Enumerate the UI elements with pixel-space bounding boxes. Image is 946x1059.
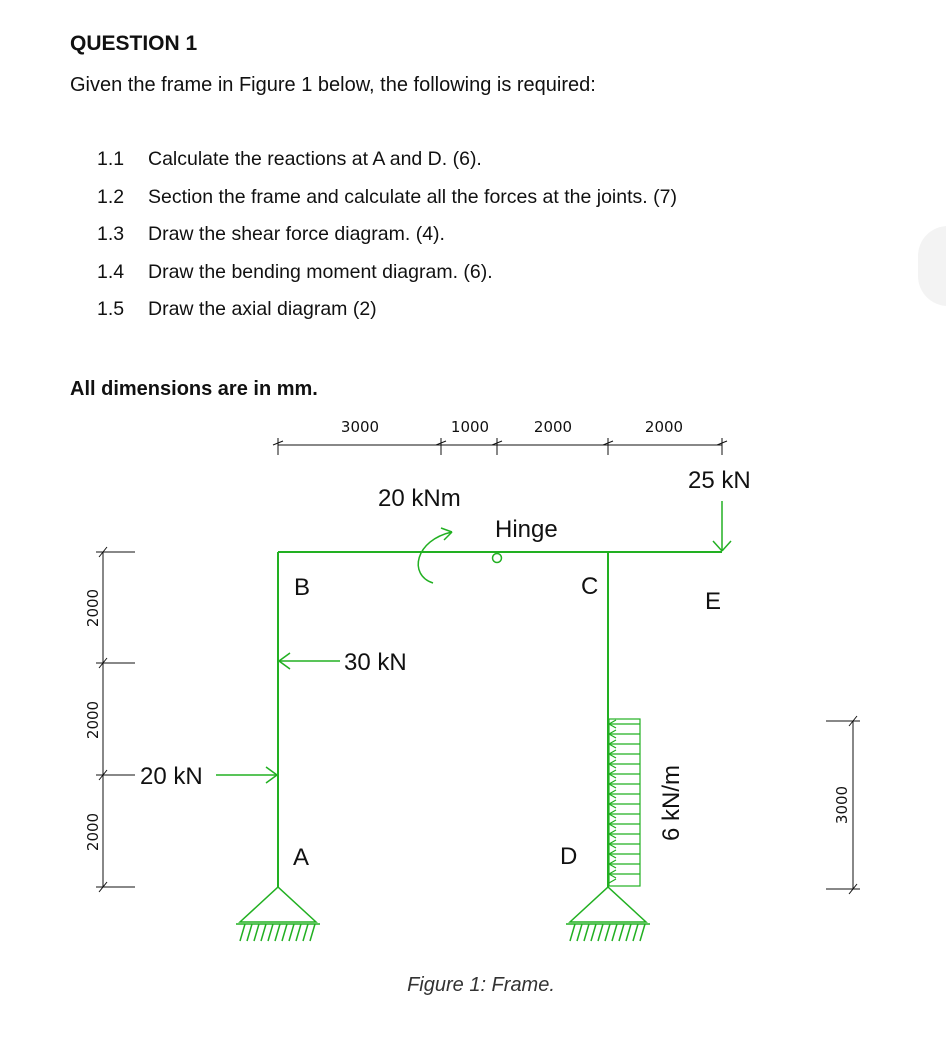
task-text: Calculate the reactions at A and D. (6).: [148, 148, 482, 170]
node-c-label: C: [581, 573, 599, 600]
task-number: 1.5: [97, 298, 125, 320]
load-arrow-30-icon: [279, 653, 340, 669]
load-20-label: 20 kN: [140, 763, 203, 790]
node-b-label: B: [294, 574, 311, 601]
top-dim-label: 1000: [450, 418, 490, 436]
load-arrow-e-icon: [713, 501, 731, 551]
top-dim-label: 3000: [340, 418, 380, 436]
udl-label: 6 kN/m: [658, 764, 685, 842]
load-arrow-20-icon: [216, 767, 277, 783]
task-number: 1.3: [97, 223, 125, 245]
distributed-load-icon: [609, 719, 640, 886]
task-text: Section the frame and calculate all the forces at the joints. (7): [148, 185, 677, 208]
node-e-label: E: [705, 588, 722, 615]
task-number: 1.4: [97, 260, 125, 283]
load-30-label: 30 kN: [344, 649, 407, 676]
node-a-label: A: [293, 844, 310, 871]
task-text: Draw the bending moment diagram. (6).: [148, 260, 493, 283]
hinge-label: Hinge: [495, 516, 558, 543]
question-title: QUESTION 1: [70, 32, 198, 55]
task-number: 1.2: [97, 185, 125, 208]
figure-caption: Figure 1: Frame.: [407, 974, 555, 996]
question-intro: Given the frame in Figure 1 below, the following is required:: [70, 74, 596, 96]
pin-support-d-icon: [566, 887, 650, 941]
top-dim-label: 2000: [644, 418, 684, 436]
right-dim-label: 3000: [833, 785, 851, 825]
left-dim-label: 2000: [84, 700, 102, 740]
left-dim-label: 2000: [84, 588, 102, 628]
hinge-icon: [493, 554, 502, 563]
task-number: 1.1: [97, 148, 125, 170]
task-text: Draw the axial diagram (2): [148, 298, 377, 320]
node-d-label: D: [560, 843, 578, 870]
top-dimension-line: [273, 438, 727, 455]
task-text: Draw the shear force diagram. (4).: [148, 223, 445, 245]
dimensions-note: All dimensions are in mm.: [70, 378, 318, 400]
left-dim-label: 2000: [84, 812, 102, 852]
moment-label: 20 kNm: [378, 485, 461, 512]
top-dim-label: 2000: [533, 418, 573, 436]
load-e-label: 25 kN: [688, 467, 751, 494]
moment-arrow-icon: [418, 528, 452, 583]
pin-support-a-icon: [236, 887, 320, 941]
frame-members: [278, 552, 722, 887]
